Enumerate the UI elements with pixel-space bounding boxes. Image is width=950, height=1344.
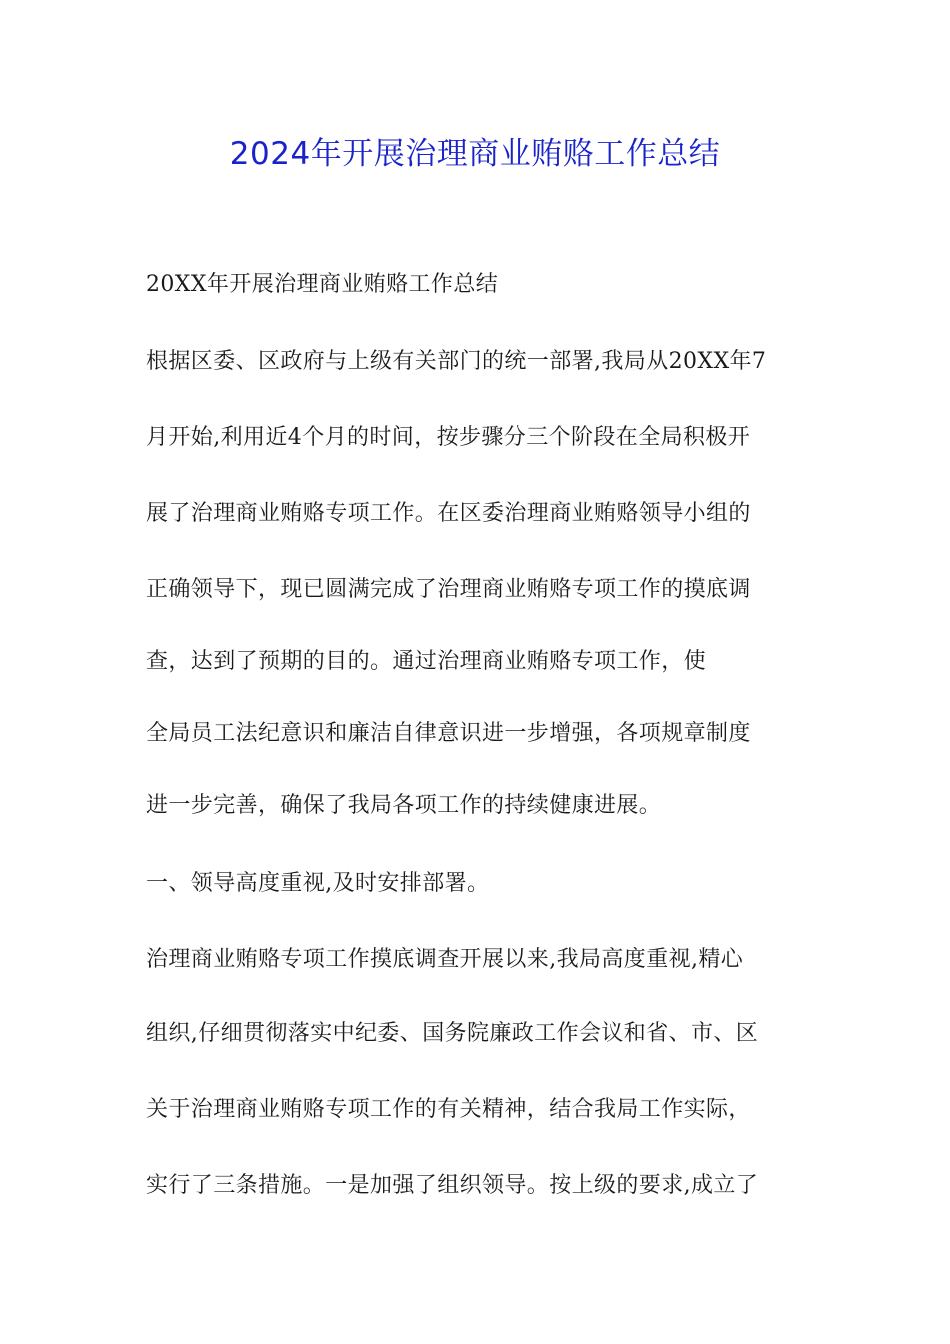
paragraph-line: 进一步完善，确保了我局各项工作的持续健康进展。: [146, 793, 662, 818]
paragraph-line: 月开始,利用近4个月的时间，按步骤分三个阶段在全局积极开: [146, 425, 751, 450]
paragraph-line: 展了治理商业贿赂专项工作。在区委治理商业贿赂领导小组的: [146, 501, 751, 526]
paragraph-line: 根据区委、区政府与上级有关部门的统一部署,我局从20XX年7: [146, 349, 767, 374]
paragraph-line: 正确领导下，现已圆满完成了治理商业贿赂专项工作的摸底调: [146, 577, 751, 602]
paragraph-line: 关于治理商业贿赂专项工作的有关精神，结合我局工作实际，: [146, 1097, 751, 1122]
paragraph-line: 治理商业贿赂专项工作摸底调查开展以来,我局高度重视,精心: [146, 947, 744, 972]
paragraph-line: 实行了三条措施。一是加强了组织领导。按上级的要求,成立了: [146, 1173, 759, 1198]
subtitle-line: 20XX年开展治理商业贿赂工作总结: [146, 272, 499, 297]
paragraph-line: 组织,仔细贯彻落实中纪委、国务院廉政工作会议和省、市、区: [146, 1021, 759, 1046]
document-title: 2024年开展治理商业贿赂工作总结: [229, 136, 721, 172]
section-heading: 一、领导高度重视,及时安排部署。: [146, 871, 490, 896]
paragraph-line: 查，达到了预期的目的。通过治理商业贿赂专项工作，使: [146, 649, 707, 674]
paragraph-line: 全局员工法纪意识和廉洁自律意识进一步增强，各项规章制度: [146, 721, 751, 746]
